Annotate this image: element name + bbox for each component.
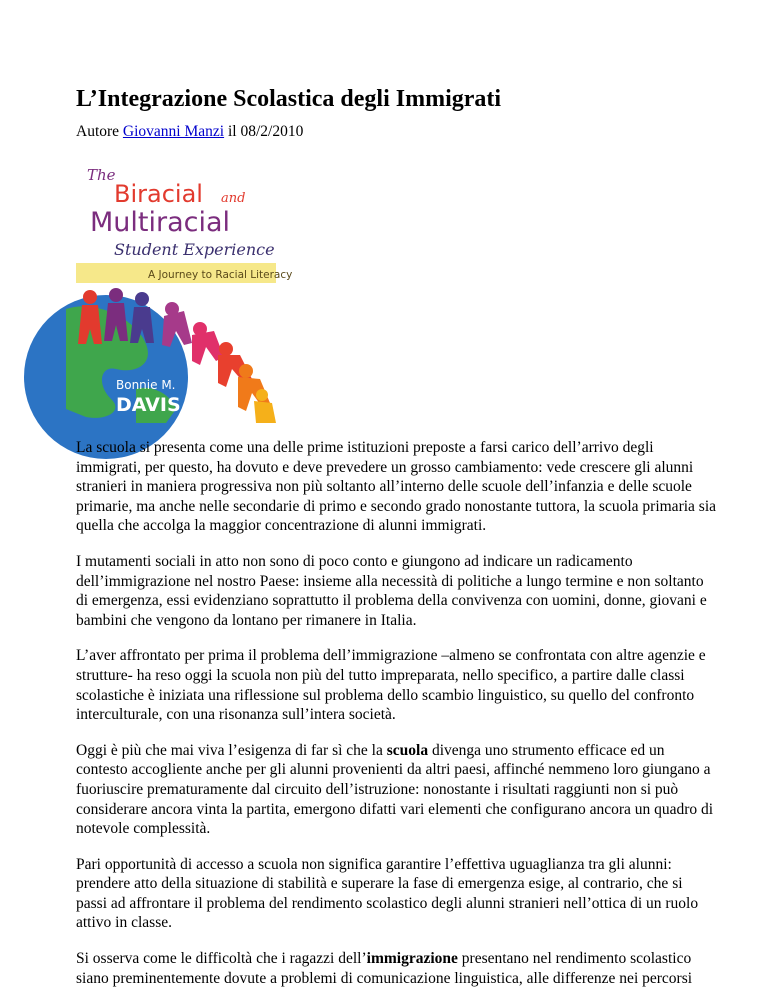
cover-title-student: Student Experience (114, 240, 275, 259)
book-cover-image (76, 159, 293, 423)
paragraph-1: La scuola si presenta come una delle prime istituzioni preposte a farsi carico dell’arrivo degli immigrati, per questo, ha dovuto e deve prevedere un grosso cambiamento: vede crescere gli alunni stranieri in maniera progressiva non più soltanto all’interno delle scuole dell’infanzia e delle scuole primarie, ma anche nelle secondarie di primo e secondo grado nonostante tuttora, la scuola primaria sia quella che accolga la maggior concentrazione di alunni immigrati. (76, 439, 717, 535)
article-body (76, 438, 716, 1004)
author-link[interactable]: Giovanni Manzi (122, 123, 225, 140)
cover-subtitle: A Journey to Racial Literacy (148, 269, 293, 281)
cover-author-last: DAVIS (116, 394, 181, 416)
byline (76, 122, 303, 142)
paragraph-4-text-start: Oggi è più che mai viva l’esigenza di far sì che la (76, 741, 387, 759)
cover-title-and: and (221, 191, 246, 206)
paragraph-4-text-end: divenga uno strumento efficace ed un contesto accogliente anche per gli alunni provenienti da altri paesi, affinché nemmeno loro giungano a fuoriuscire prematuramente dal circuito dell’istruzione: nonostante i risultati raggiunti non si può considerare ancora vinta la partita, emergono difatti vari elementi che configurano ancora un quadro di notevole complessità. (76, 741, 714, 838)
article-title: L’Integrazione Scolastica degli Immigrati (76, 86, 502, 112)
cover-title-the: The (87, 166, 116, 184)
byline-prefix: Autore (76, 123, 120, 140)
paragraph-4 (76, 741, 716, 839)
book-cover-illustration (76, 159, 293, 423)
paragraph-6-text-end: presentano nel rendimento scolastico siano preminentemente dovute a problemi di comunicazione linguistica, alle differenze nei percorsi (76, 950, 693, 987)
byline-date: il 08/2/2010 (227, 123, 304, 140)
paragraph-3: L’aver affrontato per prima il problema dell’immigrazione –almeno se confrontata con altre agenzie e strutture- ha reso oggi la scuola non più del tutto impreparata, nello specifico, a partire dalle classi scolastiche è iniziata una riflessione sul problema dello scambio linguistico, su quello del confronto interculturale, con una risonanza sull’intera società. (76, 647, 706, 724)
keyword-scuola: scuola (386, 741, 429, 759)
paragraph-2: I mutamenti sociali in atto non sono di poco conto e giungono ad indicare un radicamento dell’immigrazione nel nostro Paese: insieme alla necessità di politiche a lungo termine e non soltanto di emergenza, essi evidenziano soprattutto il problema della convivenza con uomini, donne, giovani e bambini che vengono da lontano per rimanere in Italia. (76, 552, 707, 629)
cover-title-multiracial: Multiracial (90, 207, 231, 238)
paragraph-5: Pari opportunità di accesso a scuola non significa garantire l’effettiva uguaglianza tra gli alunni: prendere atto della situazione di stabilità e superare la fase di emergenza esige, al contrario, che si passi ad affrontare il problema del rendimento scolastico degli alunni stranieri nell’ottica di un ruolo attivo in classe. (76, 855, 699, 932)
keyword-immigrazione: immigrazione (366, 950, 458, 968)
cover-author-first: Bonnie M. (116, 378, 176, 392)
cover-title-biracial: Biracial (114, 180, 203, 208)
paragraph-6 (76, 949, 716, 988)
paragraph-6-text-start: Si osserva come le difficoltà che i ragazzi dell’ (76, 950, 367, 968)
